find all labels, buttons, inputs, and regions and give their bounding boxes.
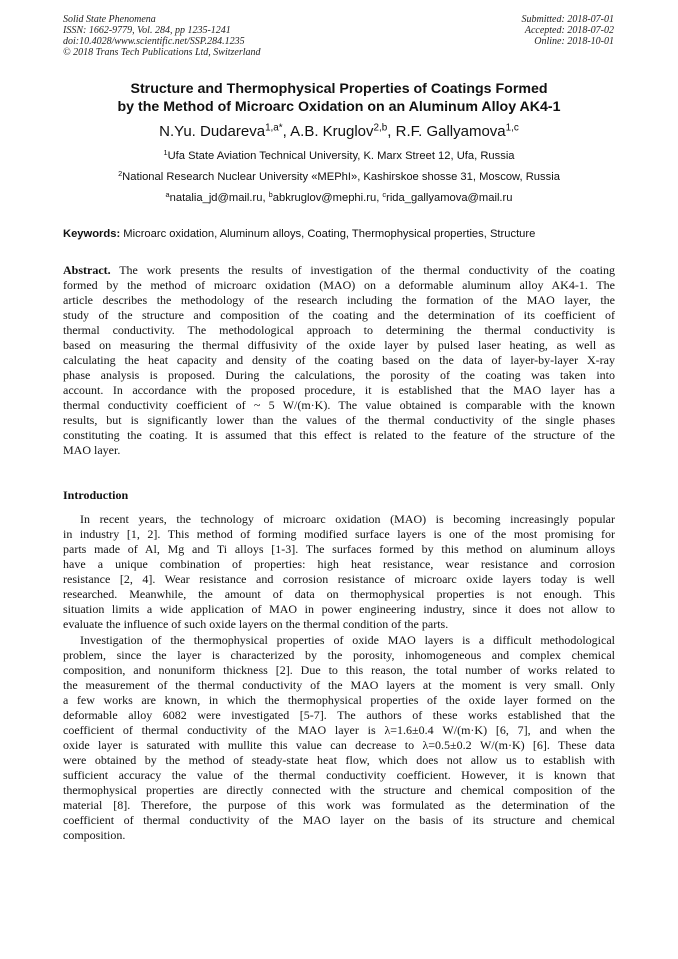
- abstract-line: [63, 263, 615, 278]
- paragraph-line: were obtained by the method of steady-state heat flow, which does not allow us to establish with: [63, 753, 615, 767]
- paragraph-line: Investigation of the thermophysical properties of oxide MAO layers is a difficult methodological: [80, 633, 615, 647]
- title-line: Structure and Thermophysical Properties of Coatings Formed: [130, 81, 548, 97]
- email-separator: ,: [376, 192, 383, 204]
- date-online: Online: 2018-10-01: [534, 36, 614, 47]
- journal-name: Solid State Phenomena: [63, 14, 156, 25]
- email-list: [40, 191, 638, 206]
- author-affiliation-mark: 2,b: [373, 122, 388, 134]
- abstract-line: calculating the heat capacity and density of the coating based on the data of layer-by-layer X-ray: [63, 353, 615, 367]
- journal-copyright: © 2018 Trans Tech Publications Ltd, Switzerland: [63, 47, 261, 58]
- abstract-line: MAO layer.: [63, 443, 121, 457]
- author-name: R.F. Gallyamova: [395, 123, 506, 140]
- paragraph-line: situation limits a wide application of MAO in power engineering industry, since it does not allow to: [63, 602, 615, 616]
- affiliation: [40, 170, 638, 185]
- email-address[interactable]: natalia_jd@mail.ru: [169, 192, 263, 204]
- title-line: by the Method of Microarc Oxidation on an Aluminum Alloy AK4-1: [117, 99, 561, 115]
- paragraph-line: evaluate the influence of such oxide layers on the thermal condition of the parts.: [63, 617, 449, 631]
- paragraph-line: material [8]. Therefore, the purpose of this work was formulated as the determination of the: [63, 798, 615, 812]
- abstract-line: results, but is significantly lower than the values of the thermal conductivity of the single phases: [63, 413, 615, 427]
- journal-doi[interactable]: doi:10.4028/www.scientific.net/SSP.284.1235: [63, 36, 245, 47]
- paragraph-line: resistance [2, 4]. Wear resistance and corrosion resistance of microarc oxide layers today is well: [63, 572, 615, 586]
- email-mark: b: [268, 189, 273, 199]
- paragraph-line: problem, since the layer is characterized by the porosity, inhomogeneous and complex chemical: [63, 648, 615, 662]
- abstract-line: based on measuring the thermal diffusivity of the oxide layer by pulsed laser heating, as well as: [63, 338, 615, 352]
- abstract-text: The work presents the results of investigation of the thermal conductivity of the coating: [110, 263, 615, 277]
- author-name: A.B. Kruglov: [290, 123, 374, 140]
- abstract: [63, 263, 615, 458]
- email-address[interactable]: rida_gallyamova@mail.ru: [386, 192, 513, 204]
- abstract-line: account. In accordance with the proposed procedure, it is established that the MAO layer has a: [63, 383, 615, 397]
- email-mark: a: [165, 189, 170, 199]
- author-affiliation-mark: 1,c: [505, 122, 519, 134]
- email-mark: c: [382, 189, 387, 199]
- paragraph-line: coefficient of thermal conductivity of the MAO layer on the basis of its structure and chemical: [63, 813, 615, 827]
- intro-paragraph-1: [63, 512, 615, 632]
- affiliation-mark: 1: [163, 147, 168, 157]
- abstract-line: study of the structure and composition of the coating and the determination of its coefficient of: [63, 308, 615, 322]
- abstract-label: Abstract.: [63, 263, 111, 277]
- abstract-line: constituting the coating. It is assumed that this effect is related to the feature of the structure of the: [63, 428, 615, 442]
- journal-info: [63, 14, 261, 58]
- paragraph-line: coefficient of thermal conductivity of the MAO layer is λ=1.6±0.4 W/(m·K) [6, 7], and when the: [63, 723, 615, 737]
- affiliation: [40, 149, 638, 164]
- journal-issn: ISSN: 1662-9779, Vol. 284, pp 1235-1241: [63, 25, 231, 36]
- paragraph-line: oxide layer is saturated with mullite this value can decrease to λ=0.5±0.2 W/(m·K) [6]. These data: [63, 738, 615, 752]
- author-separator: ,: [282, 123, 291, 140]
- keywords-label: Keywords:: [63, 228, 121, 240]
- affiliation-text: Ufa State Aviation Technical University, K. Marx Street 12, Ufa, Russia: [167, 150, 515, 162]
- abstract-line: formed by the method of microarc oxidation (MAO) on a deformable aluminum alloy AK4-1. The: [63, 278, 615, 292]
- email-address[interactable]: abkruglov@mephi.ru: [272, 192, 377, 204]
- affiliation-text: National Research Nuclear University «MEPhI», Kashirskoe shosse 31, Moscow, Russia: [122, 171, 560, 183]
- keywords: [63, 227, 615, 242]
- publication-dates: [522, 14, 615, 47]
- author-list: [40, 122, 638, 142]
- author-affiliation-mark: 1,a*: [265, 122, 283, 134]
- paragraph-line: researched. Meanwhile, the amount of data on thermophysical properties is not enough. This: [63, 587, 615, 601]
- abstract-line: phase analysis is proposed. During the calculations, the porosity of the coating was taken into: [63, 368, 615, 382]
- author-separator: ,: [387, 123, 396, 140]
- paragraph-line: the measurement of the thermal conductivity of the MAO layers at the moment is very small. Only: [63, 678, 615, 692]
- paragraph-line: sufficient accuracy the value of the thermal conductivity coefficient. However, it is known that: [63, 768, 615, 782]
- paragraph-line: In recent years, the technology of microarc oxidation (MAO) is becoming increasingly popular: [80, 512, 615, 526]
- paragraph-line: composition, and nonuniform thickness [2]. Due to this reason, the total number of works related to: [63, 663, 615, 677]
- paragraph-line: have a unique combination of properties: high heat resistance, wear resistance and corrosion: [63, 557, 615, 571]
- email-separator: ,: [262, 192, 269, 204]
- abstract-line: article describes the methodology of the research including the formation of the MAO layer, the: [63, 293, 615, 307]
- paper-title: [40, 80, 638, 116]
- date-accepted: Accepted: 2018-07-02: [524, 25, 614, 36]
- abstract-line: thermal conductivity. The methodological approach to determining the thermal conductivity is: [63, 323, 615, 337]
- author-name: N.Yu. Dudareva: [159, 123, 266, 140]
- paragraph-line: parts made of Al, Mg and Ti alloys [1-3]. The surfaces formed by this method on aluminum alloys: [63, 542, 615, 556]
- abstract-line: thermal conductivity coefficient of ~ 5 W/(m·K). The value obtained is comparable with the known: [63, 398, 615, 412]
- paragraph-line: composition.: [63, 828, 126, 842]
- paragraph-line: thermophysical properties are directly connected with the structure and chemical composition of the: [63, 783, 615, 797]
- paragraph-line: deformable alloy 6082 were investigated [5-7]. The authors of these works established that the: [63, 708, 615, 722]
- date-submitted: Submitted: 2018-07-01: [521, 14, 614, 25]
- keywords-text: Microarc oxidation, Aluminum alloys, Coating, Thermophysical properties, Structure: [120, 228, 536, 240]
- paragraph-line: a few works are known, in which the thermophysical properties of the oxide layer formed on the: [63, 693, 615, 707]
- paragraph-line: in industry [1, 2]. This method of forming modified surface layers is one of the most promising for: [63, 527, 615, 541]
- affiliation-mark: 2: [118, 168, 123, 178]
- intro-paragraph-2: [63, 633, 615, 843]
- section-heading-introduction: Introduction: [63, 488, 129, 502]
